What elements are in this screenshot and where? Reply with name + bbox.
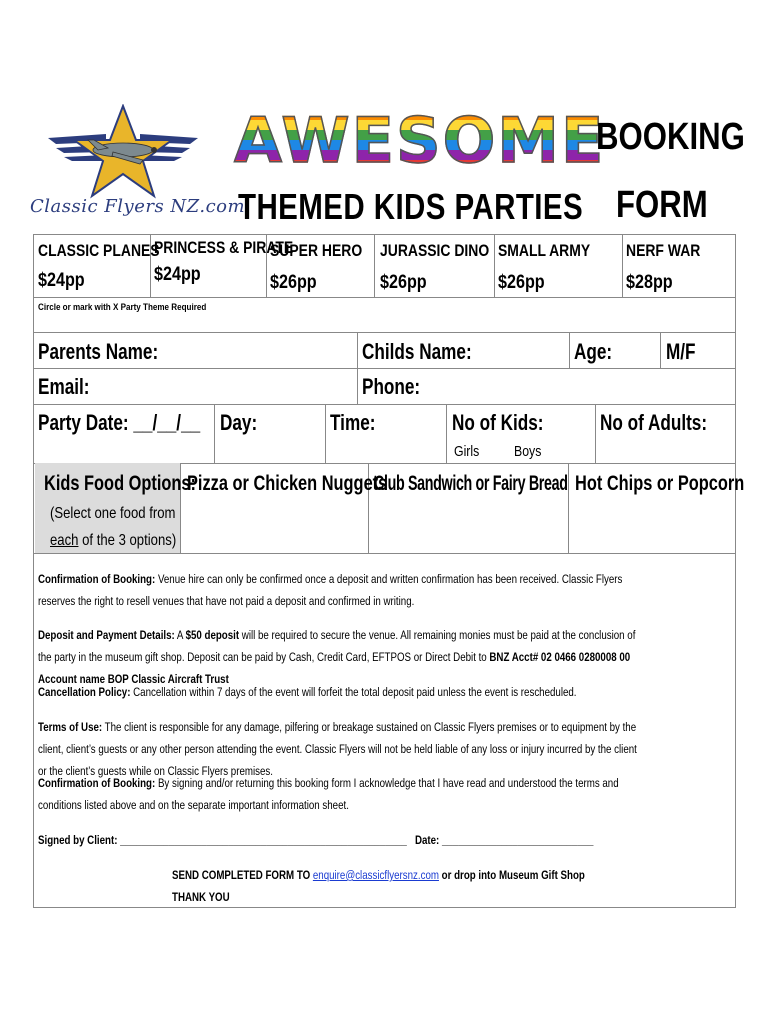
- theme-price: $26pp: [270, 272, 317, 293]
- terms-text: Venue hire can only be confirmed once a deposit and written confirmation has been received. Classic Flyers reserves the right to resell venues that have not paid a deposit and confirmed in writing.: [38, 572, 623, 608]
- terms-text: The client is responsible for any damage, pilfering or breakage sustained on Classic Flyers premises or to equipment by the client, client’s guests or any other person attending the event. Classic Flyers will not be held liable of any loss or injury incurred by the client or the client’s guests while on Classic Flyers premises.: [38, 720, 637, 778]
- email-field[interactable]: Email:: [38, 374, 90, 399]
- awesome-title: [234, 100, 606, 182]
- food-options-instruction-rest: of the 3 options): [78, 532, 177, 549]
- terms-label: Deposit and Payment Details:: [38, 628, 175, 642]
- logo-text: Classic Flyers NZ.com: [30, 196, 246, 217]
- gender-field[interactable]: M/F: [666, 339, 696, 364]
- divider: [33, 297, 736, 298]
- send-instruction: [172, 864, 612, 908]
- divider: [325, 404, 326, 463]
- send-text: SEND COMPLETED FORM TO: [172, 868, 313, 882]
- party-date-field[interactable]: Party Date: __/__/__: [38, 410, 201, 435]
- time-field[interactable]: Time:: [330, 410, 376, 435]
- terms-text: Cancellation within 7 days of the event will forfeit the total deposit paid unless the event is rescheduled.: [130, 685, 577, 699]
- bank-account: BNZ Acct# 02 0466 0280008 00 Account name BOP Classic Aircraft Trust: [38, 650, 631, 686]
- divider: [660, 332, 661, 368]
- signature-line: [38, 829, 642, 851]
- date-field[interactable]: Date: ____________________________: [414, 833, 594, 847]
- theme-super-hero[interactable]: SUPER HERO: [270, 241, 363, 260]
- deposit-amount: $50 deposit: [185, 628, 240, 642]
- divider: [569, 332, 570, 368]
- theme-price: $24pp: [38, 270, 85, 291]
- theme-nerf-war[interactable]: NERF WAR: [626, 241, 701, 260]
- no-of-adults-field[interactable]: No of Adults:: [600, 410, 708, 435]
- divider: [33, 553, 736, 554]
- terms-cancellation: [38, 681, 642, 703]
- terms-text: will be required to secure the venue. All remaining monies must be paid at the conclusion of the party in the museum gift shop. Deposit can be paid by Cash, Credit Card, EFTPOS or Direct Debit to: [38, 628, 636, 664]
- food-options-instruction: (Select one food from: [50, 505, 176, 522]
- food-option-pizza-nuggets[interactable]: Pizza or Chicken Nuggets: [187, 472, 388, 495]
- divider: [595, 404, 596, 463]
- food-options-instruction: [50, 532, 176, 550]
- age-field[interactable]: Age:: [574, 339, 613, 364]
- send-text-rest: or drop into Museum Gift Shop THANK YOU: [172, 868, 585, 904]
- food-each-emphasis: each: [50, 532, 79, 549]
- terms-text: By signing and/or returning this booking form I acknowledge that I have read and understood the terms and conditions listed above and on the separate important information sheet.: [38, 776, 619, 812]
- theme-price: $24pp: [154, 264, 201, 285]
- signed-by-field[interactable]: Signed by Client: _____________________________________________________: [38, 833, 407, 847]
- phone-field[interactable]: Phone:: [362, 374, 421, 399]
- theme-instruction-note: Circle or mark with X Party Theme Required: [38, 302, 207, 313]
- divider: [357, 332, 358, 404]
- divider: [494, 234, 495, 297]
- food-options-label: Kids Food Options:: [44, 472, 196, 495]
- food-option-chips-popcorn[interactable]: Hot Chips or Popcorn: [575, 472, 745, 495]
- parents-name-field[interactable]: Parents Name:: [38, 339, 159, 364]
- theme-classic-planes[interactable]: CLASSIC PLANES: [38, 241, 160, 260]
- terms-label: Confirmation of Booking:: [38, 776, 156, 790]
- theme-small-army[interactable]: SMALL ARMY: [498, 241, 591, 260]
- page-subtitle: THEMED KIDS PARTIES: [238, 186, 584, 227]
- divider: [374, 234, 375, 297]
- terms-label: Cancellation Policy:: [38, 685, 131, 699]
- divider: [568, 463, 569, 553]
- divider: [33, 332, 736, 333]
- email-link[interactable]: enquire@classicflyersnz.com: [312, 868, 439, 882]
- theme-price: $26pp: [498, 272, 545, 293]
- theme-jurassic-dino[interactable]: JURASSIC DINO: [380, 241, 490, 260]
- divider: [214, 404, 215, 463]
- theme-princess-pirate[interactable]: PRINCESS & PIRATE: [154, 238, 294, 257]
- booking-form-title-line1: BOOKING: [596, 116, 745, 158]
- boys-count-label[interactable]: Boys: [514, 443, 542, 460]
- terms-label: Confirmation of Booking:: [38, 572, 156, 586]
- girls-count-label[interactable]: Girls: [454, 443, 480, 460]
- terms-confirmation: [38, 568, 642, 612]
- divider: [446, 404, 447, 463]
- divider: [33, 368, 736, 369]
- food-option-sandwich-fairy-bread[interactable]: Club Sandwich or Fairy Bread: [374, 472, 568, 495]
- booking-form-title-line2: FORM: [616, 184, 708, 226]
- childs-name-field[interactable]: Childs Name:: [362, 339, 472, 364]
- theme-price: $28pp: [626, 272, 673, 293]
- no-of-kids-field[interactable]: No of Kids:: [452, 410, 544, 435]
- theme-price: $26pp: [380, 272, 427, 293]
- terms-acknowledgement: [38, 772, 642, 816]
- awesome-title-text: AWESOME: [234, 100, 605, 182]
- terms-label: Terms of Use:: [38, 720, 103, 734]
- divider: [33, 404, 736, 405]
- divider: [622, 234, 623, 297]
- day-field[interactable]: Day:: [220, 410, 258, 435]
- terms-text: A: [174, 628, 186, 642]
